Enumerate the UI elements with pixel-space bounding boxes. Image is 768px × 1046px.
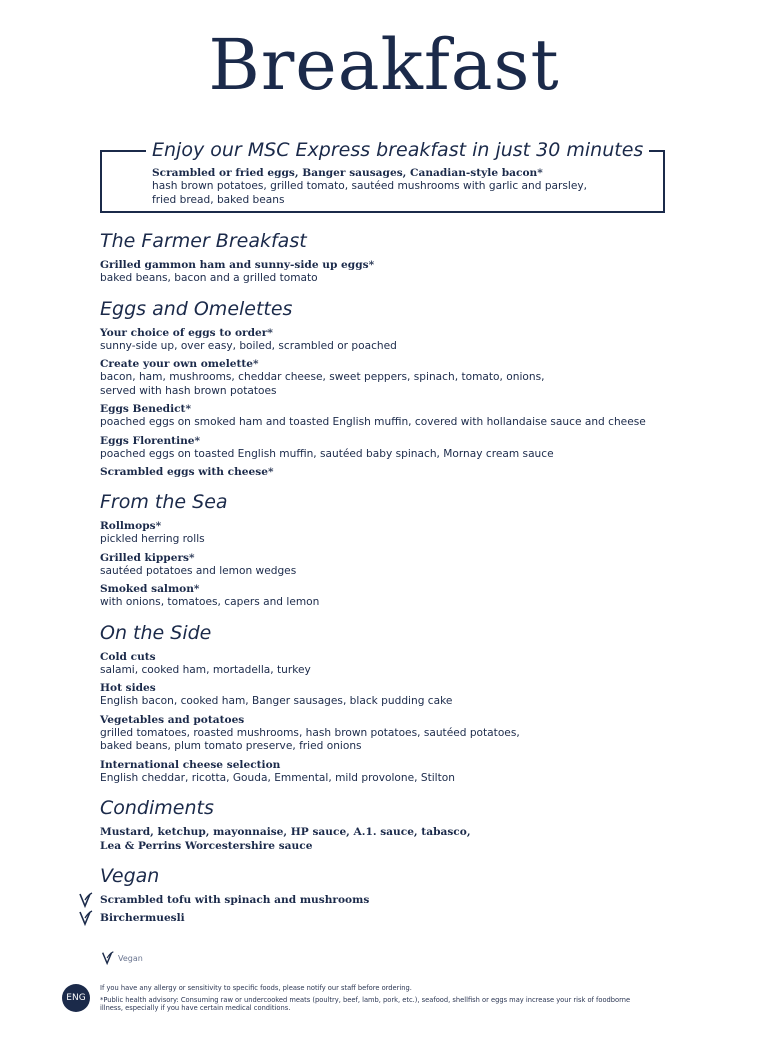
menu-item-desc: bacon, ham, mushrooms, cheddar cheese, sweet peppers, spinach, tomato, onions, served with hash brown potatoes [100, 371, 545, 397]
menu-item [100, 326, 740, 354]
menu-item [100, 434, 740, 462]
menu-item-name: Grilled gammon ham and sunny-side up eggs* [100, 259, 375, 271]
menu-item [100, 825, 740, 839]
vegan-legend [100, 950, 143, 966]
menu-item-name: Create your own omelette* [100, 358, 259, 370]
menu-item [100, 839, 740, 853]
section-heading: Condiments [100, 797, 214, 819]
vegan-menu-item [100, 911, 740, 925]
menu-item-name: Your choice of eggs to order* [100, 326, 273, 339]
menu-item [100, 650, 740, 678]
menu-item [100, 758, 740, 786]
menu-title: Breakfast [208, 24, 560, 106]
menu-item-name: Scrambled eggs with cheese* [100, 466, 274, 478]
vegan-legend-label: Vegan [118, 953, 143, 963]
section-heading: From the Sea [100, 491, 228, 513]
language-badge[interactable]: ENG [62, 984, 90, 1012]
menu-item-name: Cold cuts [100, 650, 156, 663]
menu-item-name: Birchermuesli [100, 912, 185, 924]
section-heading: Vegan [100, 865, 160, 887]
menu-item-desc: salami, cooked ham, mortadella, turkey [100, 663, 311, 676]
health-advisory: *Public health advisory: Consuming raw or undercooked meats (poultry, beef, lamb, pork, etc.), seafood, shellfish or eggs may increase your risk of foodborne illness, especially if you have certain medical conditions. [100, 995, 631, 1012]
menu-item-name: Vegetables and potatoes [100, 713, 245, 726]
menu-item-name: Eggs Benedict* [100, 403, 191, 415]
menu-section [100, 489, 740, 610]
express-item-desc: hash brown potatoes, grilled tomato, sautéed mushrooms with garlic and parsley, fried bread, baked beans [152, 180, 588, 206]
allergy-note: If you have any allergy or sensitivity to specific foods, please notify our staff before ordering. [100, 984, 412, 992]
menu-item-desc: sunny-side up, over easy, boiled, scrambled or poached [100, 339, 397, 352]
menu-section [100, 296, 740, 480]
menu-item-desc: baked beans, bacon and a grilled tomato [100, 272, 318, 284]
menu-item-desc: with onions, tomatoes, capers and lemon [100, 596, 320, 608]
menu-item-name: Smoked salmon* [100, 583, 200, 595]
menu-item-name: Grilled kippers* [100, 551, 195, 564]
menu-item [100, 713, 740, 754]
menu-item-desc: pickled herring rolls [100, 533, 205, 545]
express-item-name: Scrambled or fried eggs, Banger sausages, Canadian-style bacon* [152, 167, 543, 179]
menu-item-desc: English cheddar, ricotta, Gouda, Emmental, mild provolone, Stilton [100, 771, 455, 784]
menu-item [100, 465, 740, 479]
menu-item-name: Rollmops* [100, 520, 162, 532]
menu-item [100, 582, 740, 610]
menu-item [100, 258, 740, 286]
menu-item-name: Eggs Florentine* [100, 434, 201, 447]
menu-item [100, 551, 740, 579]
section-heading: Eggs and Omelettes [100, 297, 293, 320]
vegan-icon [100, 950, 116, 966]
menu-item-name: International cheese selection [100, 758, 281, 771]
vegan-icon [78, 909, 94, 927]
section-heading: On the Side [100, 621, 212, 644]
menu-section [100, 795, 740, 853]
menu-item-name: Hot sides [100, 682, 156, 694]
menu-section [100, 228, 740, 286]
vegan-section [100, 863, 740, 925]
express-content [152, 166, 652, 207]
menu-item-desc: grilled tomatoes, roasted mushrooms, hash brown potatoes, sautéed potatoes, baked beans, plum tomato preserve, fried onions [100, 726, 520, 752]
footer [100, 984, 640, 1016]
menu-item-desc: poached eggs on smoked ham and toasted English muffin, covered with hollandaise sauce and cheese [100, 416, 646, 428]
menu-item [100, 519, 740, 547]
vegan-icon [78, 891, 94, 909]
menu-item-name: Lea & Perrins Worcestershire sauce [100, 840, 313, 852]
menu-item [100, 681, 740, 709]
vegan-menu-item [100, 893, 740, 907]
menu-content [100, 228, 740, 935]
menu-item-name: Scrambled tofu with spinach and mushrooms [100, 894, 370, 906]
menu-item [100, 402, 740, 430]
menu-item-name: Mustard, ketchup, mayonnaise, HP sauce, A.1. sauce, tabasco, [100, 826, 471, 838]
menu-item-desc: poached eggs on toasted English muffin, sautéed baby spinach, Mornay cream sauce [100, 447, 554, 460]
section-heading: The Farmer Breakfast [100, 230, 307, 252]
menu-section [100, 620, 740, 786]
express-heading: Enjoy our MSC Express breakfast in just 30 minutes [146, 137, 649, 163]
menu-item-desc: English bacon, cooked ham, Banger sausages, black pudding cake [100, 695, 453, 707]
menu-item-desc: sautéed potatoes and lemon wedges [100, 564, 297, 577]
menu-item [100, 357, 740, 398]
